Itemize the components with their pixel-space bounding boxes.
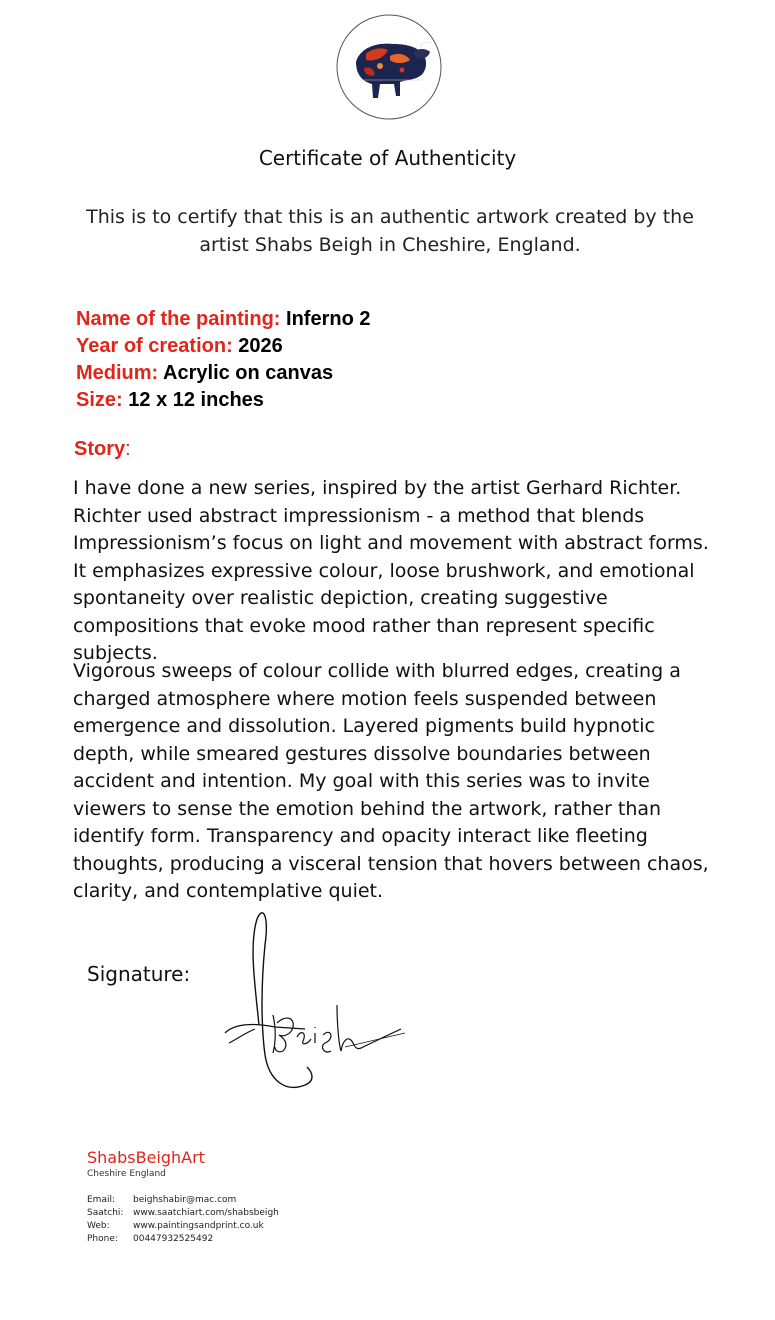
phone-number: 00447932525492 [133, 1234, 214, 1244]
certificate-title: Certificate of Authenticity [258, 146, 517, 170]
brand-name: ShabsBeighArt [87, 1148, 205, 1167]
size-row [76, 387, 264, 414]
painting-name-label: Name of the painting [76, 308, 274, 330]
painting-name-value: Inferno 2 [280, 308, 371, 330]
year-value: 2026 [232, 335, 283, 357]
story-heading-label: Story [74, 438, 126, 460]
contact-saatchi [87, 1207, 279, 1220]
contact-label: Email: [87, 1195, 116, 1205]
medium-value: Acrylic on canvas [158, 362, 334, 384]
painting-name-sep: : [273, 308, 281, 330]
story-heading-sep: : [125, 438, 131, 460]
contact-label: Saatchi: [87, 1208, 124, 1218]
contact-phone [87, 1233, 213, 1246]
brand-location: Cheshire England [87, 1169, 166, 1179]
story-heading [74, 438, 131, 461]
size-sep: : [116, 389, 123, 411]
year-sep: : [226, 335, 233, 357]
contact-label: Phone: [87, 1234, 118, 1244]
contact-label: Web: [87, 1221, 110, 1231]
medium-label: Medium: [76, 362, 159, 384]
medium-row [76, 360, 333, 387]
email-link[interactable]: beighshabir@mac.com [133, 1195, 237, 1205]
painting-name-row [76, 306, 370, 333]
contact-email [87, 1194, 236, 1207]
saatchi-link[interactable]: www.saatchiart.com/shabsbeigh [133, 1208, 279, 1218]
size-value: 12 x 12 inches [122, 389, 264, 411]
size-label: Size [76, 389, 117, 411]
year-label: Year of creation [76, 335, 227, 357]
web-link[interactable]: www.paintingsandprint.co.uk [133, 1221, 264, 1231]
contact-web [87, 1220, 264, 1233]
bull-painting-icon [336, 14, 442, 120]
year-row [76, 333, 283, 360]
intro-text: This is to certify that this is an authentic artwork created by the artist Shabs Beigh in Cheshire, England. [86, 206, 694, 256]
signature-label: Signature: [87, 962, 191, 986]
story-paragraph: Vigorous sweeps of colour collide with blurred edges, creating a charged atmosphere where motion feels suspended between emergence and dissolution. Layered pigments build hypnotic depth, while smeared gestures dissolve boundaries between accident and intention. My goal with this series was to invite viewers to sense the emotion behind the artwork, rather than identify form. Transparency and opacity interact like fleeting thoughts, producing a visceral tension that hovers between chaos, clarity, and contemplative quiet. [73, 660, 709, 902]
story-paragraph: I have done a new series, inspired by the artist Gerhard Richter. Richter used abstract impressionism - a method that blends Impressionism’s focus on light and movement with abstract forms. It emphasizes expressive colour, loose brushwork, and emotional spontaneity over realistic depiction, creating suggestive compositions that evoke mood rather than represent specific subjects. [73, 477, 709, 664]
handwritten-signature [215, 905, 415, 1105]
